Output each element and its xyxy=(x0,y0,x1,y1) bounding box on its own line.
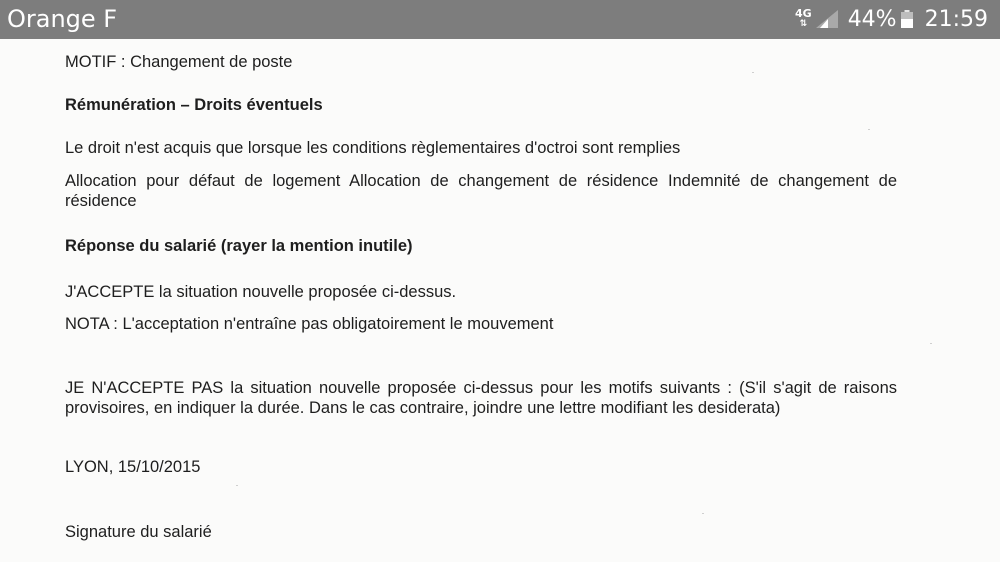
battery-icon xyxy=(901,10,913,28)
accept-line: J'ACCEPTE la situation nouvelle proposée ci-dessus. xyxy=(65,283,457,301)
status-bar xyxy=(0,0,1000,39)
droit-paragraph: Le droit n'est acquis que lorsque les conditions règlementaires d'octroi sont remplies xyxy=(65,139,681,157)
paper-speck xyxy=(236,485,238,486)
refuse-paragraph: JE N'ACCEPTE PAS la situation nouvelle proposée ci-dessus pour les motifs suivants : (S'il s'agit de raisons provisoires, en indiquer la durée. Dans le cas contraire, joindre une lettre modifiant les desiderata) xyxy=(65,379,897,417)
paper-speck xyxy=(868,129,870,130)
document-page xyxy=(0,39,1000,562)
network-type: 4G xyxy=(795,7,812,20)
signal-icon xyxy=(816,10,838,28)
status-indicators xyxy=(795,4,988,34)
paper-speck xyxy=(930,343,932,344)
motif-line: MOTIF : Changement de poste xyxy=(65,53,293,71)
place-date: LYON, 15/10/2015 xyxy=(65,458,201,476)
paper-speck xyxy=(702,513,704,514)
network-indicator xyxy=(795,9,812,29)
nota-line: NOTA : L'acceptation n'entraîne pas obligatoirement le mouvement xyxy=(65,315,554,333)
battery-percent: 44% xyxy=(847,6,897,32)
signature-label: Signature du salarié xyxy=(65,523,212,541)
paper-speck xyxy=(752,72,754,73)
carrier-name: Orange F xyxy=(7,5,118,33)
reponse-heading: Réponse du salarié (rayer la mention inutile) xyxy=(65,237,413,255)
clock: 21:59 xyxy=(924,6,988,32)
remuneration-heading: Rémunération – Droits éventuels xyxy=(65,96,323,114)
data-arrows-icon: ⇅ xyxy=(799,19,808,29)
allocation-paragraph: Allocation pour défaut de logement Allocation de changement de résidence Indemnité de changement de résidence xyxy=(65,172,897,210)
